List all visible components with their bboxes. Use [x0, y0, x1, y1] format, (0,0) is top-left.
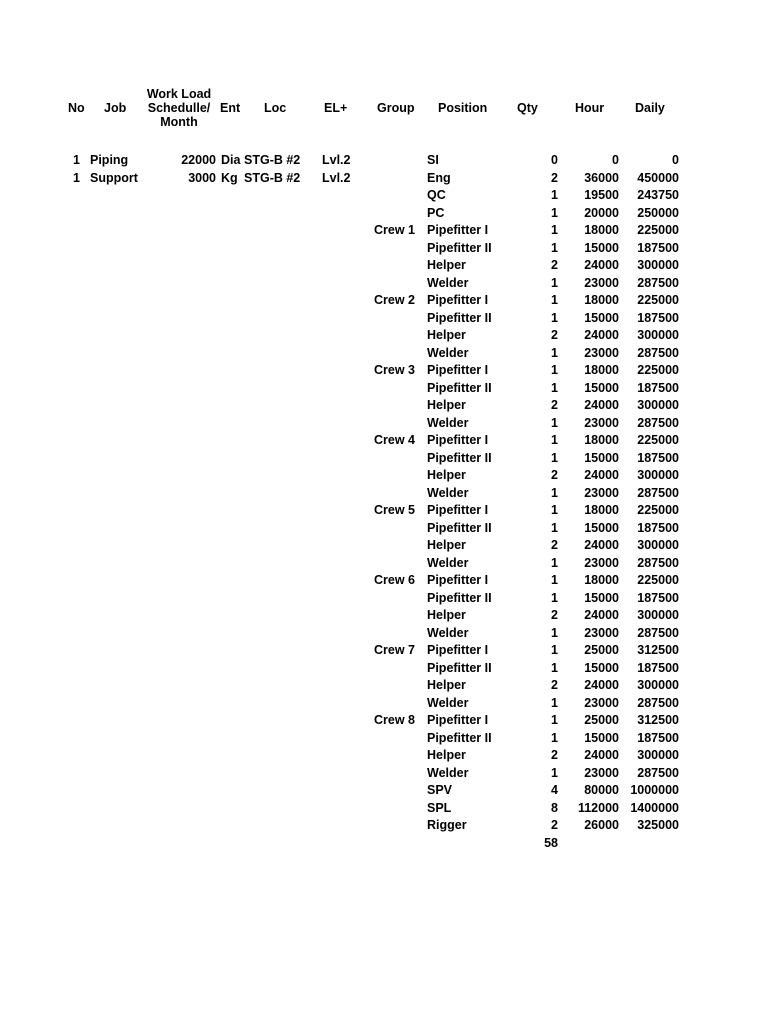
cell-qty: 1	[551, 643, 558, 657]
cell-hour: 15000	[584, 310, 619, 325]
cell-daily: 187500	[637, 450, 679, 465]
cell-daily: 187500	[637, 660, 679, 675]
table-row	[0, 625, 768, 643]
table-row	[0, 415, 768, 433]
cell-hour: 23000	[584, 555, 619, 570]
header-group: Group	[377, 101, 415, 115]
cell-position: Welder	[427, 695, 469, 710]
cell-qty: 2	[551, 258, 558, 272]
cell-hour: 23000	[584, 415, 619, 430]
cell-qty: 1	[551, 625, 558, 640]
cell-qty: 1	[551, 380, 558, 395]
cell-hour: 18000	[584, 223, 619, 237]
cell-daily: 225000	[637, 363, 679, 377]
table-row	[0, 257, 768, 275]
header-no: No	[68, 101, 85, 115]
table-row	[0, 485, 768, 503]
cell-position: Pipefitter I	[427, 363, 489, 377]
table-row	[0, 450, 768, 468]
table-row	[0, 362, 768, 380]
cell-position: Pipefitter I	[427, 643, 489, 657]
cell-hour: 25000	[584, 643, 619, 657]
cell-daily: 287500	[637, 345, 679, 360]
cell-daily: 287500	[637, 695, 679, 710]
table-row	[0, 397, 768, 415]
cell-daily: 287500	[637, 415, 679, 430]
cell-daily: 312500	[637, 643, 679, 657]
cell-daily: 450000	[637, 170, 679, 185]
cell-daily: 312500	[637, 713, 679, 727]
cell-daily: 300000	[637, 538, 679, 552]
cell-qty: 1	[551, 293, 558, 307]
cell-hour: 19500	[584, 188, 619, 202]
cell-qty: 1	[551, 660, 558, 675]
cell-group: Crew 4	[374, 433, 415, 447]
header-workload-line2: Schedulle/	[147, 101, 211, 115]
cell-ent: Kg	[221, 170, 238, 185]
cell-qty: 1	[551, 415, 558, 430]
cell-position: Welder	[427, 485, 469, 500]
cell-hour: 15000	[584, 520, 619, 535]
cell-hour: 24000	[584, 748, 619, 762]
table-row	[0, 677, 768, 695]
cell-no: 1	[73, 153, 80, 167]
cell-qty: 2	[551, 328, 558, 342]
cell-hour: 24000	[584, 468, 619, 482]
cell-hour: 23000	[584, 625, 619, 640]
cell-workload: 3000	[188, 170, 216, 185]
table-row	[0, 747, 768, 765]
cell-position: Rigger	[427, 818, 467, 832]
header-hour: Hour	[575, 101, 605, 115]
cell-position: Helper	[427, 258, 466, 272]
cell-qty: 0	[551, 153, 558, 167]
cell-qty: 1	[551, 275, 558, 290]
table-row	[0, 240, 768, 258]
cell-loc: STG-B #2	[244, 170, 301, 185]
cell-position: Pipefitter I	[427, 433, 489, 447]
cell-qty: 2	[551, 818, 558, 832]
cell-position: Pipefitter II	[427, 730, 492, 745]
cell-position: Helper	[427, 538, 466, 552]
cell-job: Support	[90, 170, 138, 185]
cell-position: Helper	[427, 398, 466, 412]
table-row	[0, 520, 768, 538]
cell-position: Pipefitter II	[427, 380, 492, 395]
cell-position: Pipefitter I	[427, 713, 489, 727]
cell-qty: 1	[551, 573, 558, 587]
cell-hour: 18000	[584, 363, 619, 377]
cell-hour: 24000	[584, 258, 619, 272]
cell-daily: 187500	[637, 310, 679, 325]
cell-position: Helper	[427, 328, 466, 342]
header-ent: Ent	[220, 101, 241, 115]
cell-hour: 15000	[584, 660, 619, 675]
table-row	[0, 152, 768, 170]
table-row	[0, 432, 768, 450]
cell-hour: 24000	[584, 608, 619, 622]
table-row	[0, 712, 768, 730]
cell-position: Welder	[427, 275, 469, 290]
cell-position: QC	[427, 188, 446, 202]
table-row	[0, 695, 768, 713]
cell-group: Crew 3	[374, 363, 415, 377]
cell-hour: 25000	[584, 713, 619, 727]
cell-qty: 1	[551, 223, 558, 237]
cell-hour: 24000	[584, 328, 619, 342]
cell-daily: 1400000	[630, 800, 679, 815]
cell-qty: 1	[551, 503, 558, 517]
cell-daily: 243750	[637, 188, 679, 202]
cell-position: Eng	[427, 170, 451, 185]
cell-daily: 225000	[637, 503, 679, 517]
cell-qty: 1	[551, 713, 558, 727]
cell-position: Pipefitter II	[427, 450, 492, 465]
cell-qty: 1	[551, 345, 558, 360]
cell-position: Helper	[427, 468, 466, 482]
table-row	[0, 800, 768, 818]
cell-position: Pipefitter II	[427, 590, 492, 605]
table-row	[0, 817, 768, 835]
cell-hour: 80000	[584, 783, 619, 797]
cell-position: Pipefitter II	[427, 520, 492, 535]
cell-group: Crew 8	[374, 713, 415, 727]
cell-qty: 2	[551, 170, 558, 185]
cell-qty: 1	[551, 590, 558, 605]
cell-qty: 2	[551, 678, 558, 692]
cell-daily: 225000	[637, 293, 679, 307]
cell-daily: 287500	[637, 275, 679, 290]
cell-daily: 187500	[637, 240, 679, 255]
cell-position: SPV	[427, 783, 453, 797]
cell-position: PC	[427, 205, 445, 220]
table-row	[0, 765, 768, 783]
cell-daily: 300000	[637, 608, 679, 622]
cell-daily: 187500	[637, 520, 679, 535]
table-row	[0, 380, 768, 398]
table-row	[0, 730, 768, 748]
cell-position: Pipefitter I	[427, 293, 489, 307]
cell-position: Welder	[427, 625, 469, 640]
cell-hour: 36000	[584, 170, 619, 185]
cell-daily: 287500	[637, 555, 679, 570]
cell-qty: 4	[551, 783, 558, 797]
cell-hour: 15000	[584, 450, 619, 465]
cell-el: Lvl.2	[322, 153, 351, 167]
cell-position: Pipefitter I	[427, 223, 489, 237]
cell-loc: STG-B #2	[244, 153, 301, 167]
cell-position: Welder	[427, 345, 469, 360]
cell-position: Helper	[427, 608, 466, 622]
cell-group: Crew 1	[374, 223, 415, 237]
cell-hour: 23000	[584, 485, 619, 500]
cell-qty: 1	[551, 730, 558, 745]
table-row	[0, 222, 768, 240]
cell-daily: 225000	[637, 573, 679, 587]
header-position: Position	[438, 101, 488, 115]
header-qty: Qty	[517, 101, 538, 115]
table-row	[0, 607, 768, 625]
cell-hour: 15000	[584, 380, 619, 395]
cell-position: Pipefitter II	[427, 660, 492, 675]
cell-position: Pipefitter II	[427, 240, 492, 255]
cell-daily: 300000	[637, 678, 679, 692]
cell-hour: 24000	[584, 678, 619, 692]
table-row	[0, 642, 768, 660]
cell-position: Welder	[427, 555, 469, 570]
cell-hour: 23000	[584, 275, 619, 290]
table-row	[0, 660, 768, 678]
cell-qty: 2	[551, 748, 558, 762]
cell-position: Welder	[427, 765, 469, 780]
cell-position: Pipefitter I	[427, 573, 489, 587]
cell-daily: 187500	[637, 590, 679, 605]
cell-group: Crew 5	[374, 503, 415, 517]
cell-daily: 287500	[637, 625, 679, 640]
cell-workload: 22000	[181, 153, 216, 167]
cell-hour: 15000	[584, 730, 619, 745]
cell-qty: 1	[551, 188, 558, 202]
cell-daily: 300000	[637, 328, 679, 342]
cell-daily: 187500	[637, 380, 679, 395]
cell-hour: 20000	[584, 205, 619, 220]
header-workload-line1: Work Load	[146, 87, 212, 101]
cell-qty: 1	[551, 205, 558, 220]
cell-qty: 1	[551, 450, 558, 465]
table-row	[0, 187, 768, 205]
table-row	[0, 782, 768, 800]
cell-hour: 26000	[584, 818, 619, 832]
cell-hour: 0	[612, 153, 619, 167]
cell-position: Welder	[427, 415, 469, 430]
cell-qty: 1	[551, 520, 558, 535]
cell-el: Lvl.2	[322, 170, 351, 185]
cell-hour: 18000	[584, 433, 619, 447]
cell-qty: 8	[551, 800, 558, 815]
cell-qty: 1	[551, 433, 558, 447]
cell-qty: 1	[551, 240, 558, 255]
table-row	[0, 170, 768, 188]
cell-qty: 1	[551, 363, 558, 377]
cell-position: Pipefitter II	[427, 310, 492, 325]
cell-group: Crew 2	[374, 293, 415, 307]
cell-daily: 287500	[637, 485, 679, 500]
cell-position: SPL	[427, 800, 452, 815]
cell-position: Helper	[427, 678, 466, 692]
header-workload	[138, 87, 220, 129]
cell-job: Piping	[90, 153, 129, 167]
cell-position: SI	[427, 153, 439, 167]
table-row	[0, 275, 768, 293]
table-row	[0, 555, 768, 573]
cell-qty: 1	[551, 555, 558, 570]
header-el: EL+	[324, 101, 348, 115]
cell-daily: 225000	[637, 223, 679, 237]
cell-hour: 18000	[584, 573, 619, 587]
cell-group: Crew 7	[374, 643, 415, 657]
cell-daily: 187500	[637, 730, 679, 745]
table-row	[0, 467, 768, 485]
table-row	[0, 572, 768, 590]
header-job: Job	[104, 101, 127, 115]
cell-qty: 1	[551, 765, 558, 780]
cell-daily: 300000	[637, 258, 679, 272]
cell-qty: 2	[551, 468, 558, 482]
table-row	[0, 205, 768, 223]
table-row	[0, 327, 768, 345]
cell-hour: 23000	[584, 765, 619, 780]
cell-hour: 18000	[584, 293, 619, 307]
cell-daily: 325000	[637, 818, 679, 832]
table-row	[0, 292, 768, 310]
cell-group: Crew 6	[374, 573, 415, 587]
cell-qty: 2	[551, 398, 558, 412]
table-row	[0, 537, 768, 555]
header-daily: Daily	[635, 101, 665, 115]
cell-position: Pipefitter I	[427, 503, 489, 517]
cell-daily: 300000	[637, 748, 679, 762]
header-loc: Loc	[264, 101, 287, 115]
table-row	[0, 310, 768, 328]
cell-no: 1	[73, 170, 80, 185]
cell-ent: Dia	[221, 153, 241, 167]
cell-hour: 18000	[584, 503, 619, 517]
cell-daily: 287500	[637, 765, 679, 780]
cell-daily: 300000	[637, 468, 679, 482]
cell-daily: 0	[672, 153, 679, 167]
cell-position: Helper	[427, 748, 466, 762]
cell-daily: 300000	[637, 398, 679, 412]
cell-hour: 15000	[584, 240, 619, 255]
table-row	[0, 345, 768, 363]
cell-hour: 15000	[584, 590, 619, 605]
table-row	[0, 502, 768, 520]
cell-qty: 1	[551, 485, 558, 500]
cell-qty: 1	[551, 310, 558, 325]
cell-hour: 112000	[577, 800, 619, 815]
cell-hour: 24000	[584, 538, 619, 552]
header-workload-line3: Month	[160, 115, 198, 129]
cell-hour: 24000	[584, 398, 619, 412]
cell-qty: 2	[551, 608, 558, 622]
cell-daily: 250000	[637, 205, 679, 220]
cell-daily: 225000	[637, 433, 679, 447]
cell-qty: 1	[551, 695, 558, 710]
cell-hour: 23000	[584, 695, 619, 710]
total-qty: 58	[544, 836, 558, 850]
cell-qty: 2	[551, 538, 558, 552]
cell-hour: 23000	[584, 345, 619, 360]
table-row	[0, 590, 768, 608]
cell-daily: 1000000	[630, 783, 679, 797]
